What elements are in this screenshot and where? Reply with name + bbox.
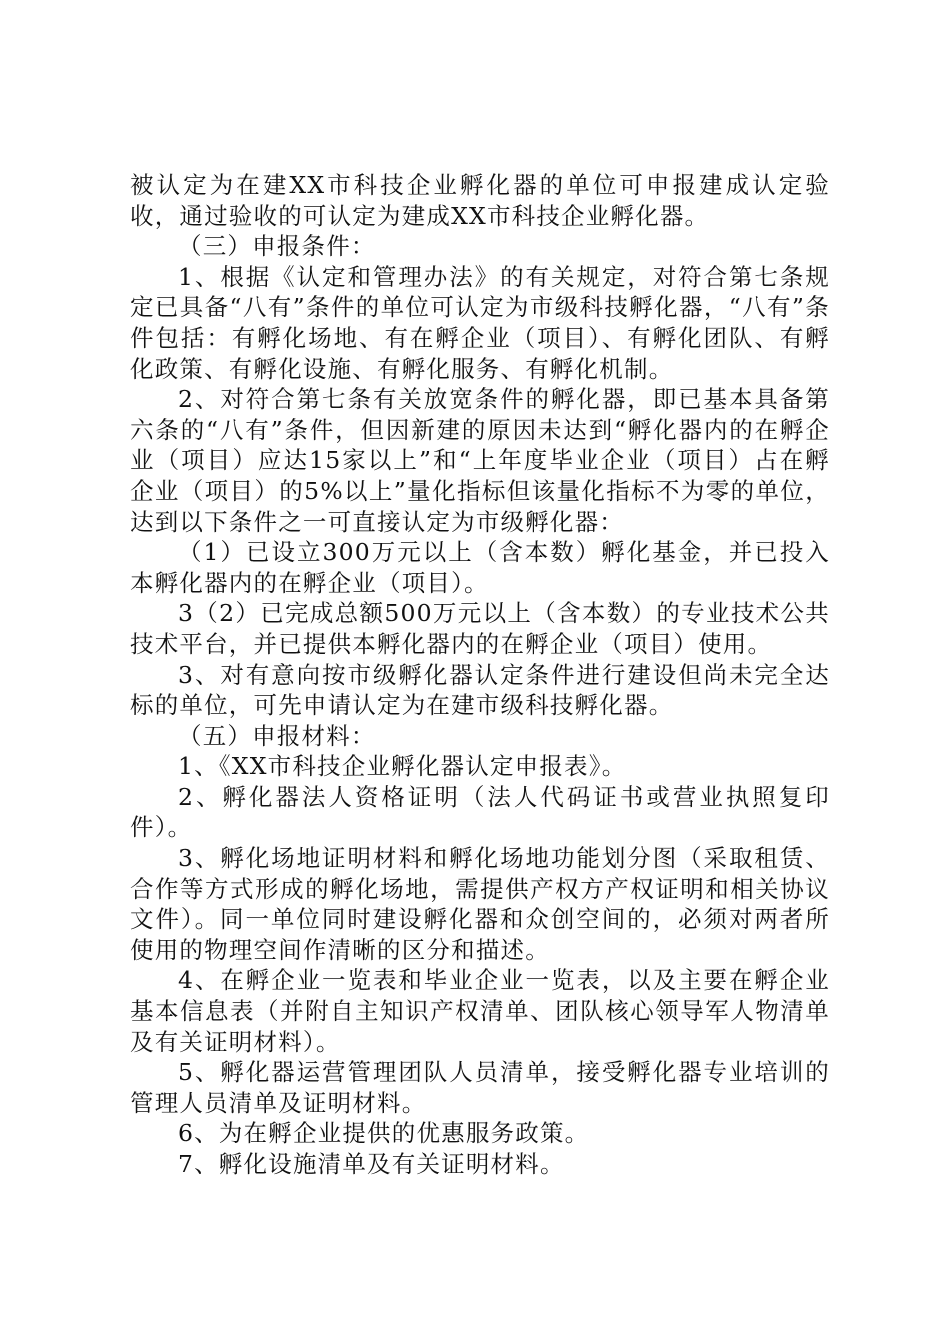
paragraph-material-2: 2、孵化器法人资格证明（法人代码证书或营业执照复印件）。 <box>130 782 830 842</box>
paragraph-material-4: 4、在孵企业一览表和毕业企业一览表，以及主要在孵企业基本信息表（并附自主知识产权清单、团队核心领导军人物清单及有关证明材料）。 <box>130 966 830 1056</box>
paragraph-material-3: 3、孵化场地证明材料和孵化场地功能划分图（采取租赁、合作等方式形成的孵化场地，需提供产权方产权证明和相关协议文件）。同一单位同时建设孵化器和众创空间的，必须对两者所使用的物理空间作清晰的区分和描述。 <box>130 844 830 964</box>
paragraph-material-6: 6、为在孵企业提供的优惠服务政策。 <box>178 1119 590 1148</box>
paragraph-material-5: 5、孵化器运营管理团队人员清单，接受孵化器专业培训的管理人员清单及证明材料。 <box>130 1058 830 1117</box>
paragraph-continuation: 被认定为在建XX市科技企业孵化器的单位可申报建成认定验收，通过验收的可认定为建成XX市科技企业孵化器。 <box>130 171 830 230</box>
paragraph-subcondition-1: （1）已设立300万元以上（含本数）孵化基金，并已投入本孵化器内的在孵企业（项目）。 <box>130 538 830 597</box>
paragraph-material-1: 1、《XX市科技企业孵化器认定申报表》。 <box>178 752 627 781</box>
paragraph-condition-2: 2、对符合第七条有关放宽条件的孵化器，即已基本具备第六条的“八有”条件，但因新建的原因未达到“孵化器内的在孵企业（项目）应达15家以上”和“上年度毕业企业（项目）占在孵企业（项目）的5%以上”量化指标但该量化指标不为零的单位，达到以下条件之一可直接认定为市级孵化器： <box>130 385 830 536</box>
paragraph-condition-3: 3、对有意向按市级孵化器认定条件进行建设但尚未完全达标的单位，可先申请认定为在建市级科技孵化器。 <box>130 660 830 720</box>
document-body <box>130 170 830 1180</box>
section-heading-application-materials: （五）申报材料： <box>178 721 376 750</box>
paragraph-subcondition-2: 3（2）已完成总额500万元以上（含本数）的专业技术公共技术平台，并已提供本孵化器内的在孵企业（项目）使用。 <box>130 599 830 658</box>
paragraph-material-7: 7、孵化设施清单及有关证明材料。 <box>178 1150 565 1178</box>
section-heading-application-conditions: （三）申报条件： <box>178 232 376 261</box>
paragraph-condition-1: 1、根据《认定和管理办法》的有关规定，对符合第七条规定已具备“八有”条件的单位可认定为市级科技孵化器，“八有”条件包括：有孵化场地、有在孵企业（项目）、有孵化团队、有孵化政策、有孵化设施、有孵化服务、有孵化机制。 <box>130 262 830 383</box>
